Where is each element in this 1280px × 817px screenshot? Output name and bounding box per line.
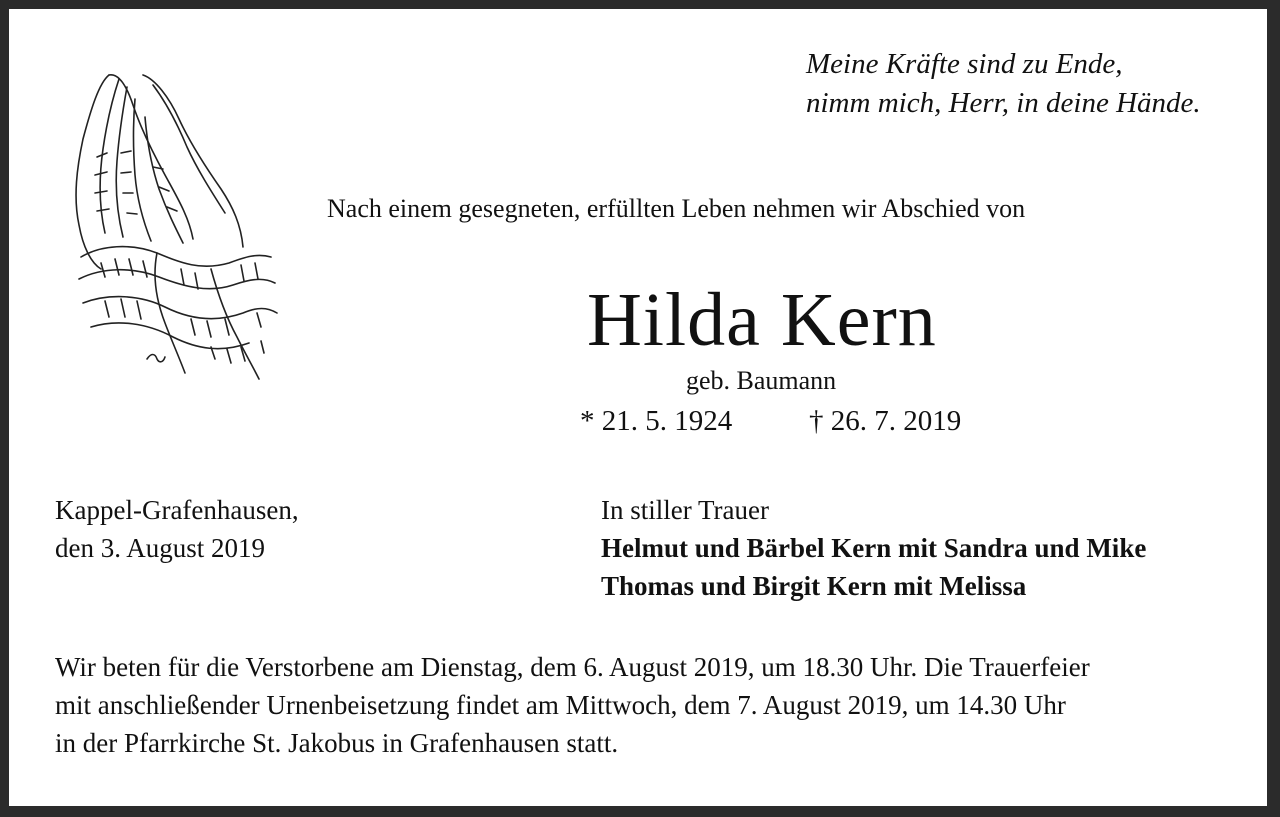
death-date: † 26. 7. 2019 [809,405,962,437]
service-info [55,648,1245,762]
praying-hands-icon [61,57,291,387]
service-line-3: in der Pfarrkirche St. Jakobus in Grafenhausen statt. [55,728,619,758]
place-and-date [55,491,299,567]
motto-verse [806,45,1201,123]
service-line-2: mit anschließender Urnenbeisetzung findet am Mittwoch, dem 7. August 2019, um 14.30 Uhr [55,690,1066,720]
mourners-block [601,491,1146,605]
motto-line-2: nimm mich, Herr, in deine Hände. [806,87,1201,119]
mourners-line-2: Thomas und Birgit Kern mit Melissa [601,571,1027,601]
birth-date: * 21. 5. 1924 [580,405,733,437]
place-line-1: Kappel-Grafenhausen, [55,495,299,525]
motto-line-1: Meine Kräfte sind zu Ende, [806,48,1123,80]
birth-name: geb. Baumann [686,366,837,395]
place-line-2: den 3. August 2019 [55,533,266,563]
service-line-1: Wir beten für die Verstorbene am Dienstag, dem 6. August 2019, um 18.30 Uhr. Die Trauerfeier [55,652,1090,682]
mourners-line-1: Helmut und Bärbel Kern mit Sandra und Mike [601,533,1147,563]
obituary-notice [9,9,1267,806]
mourners-intro: In stiller Trauer [601,495,769,525]
deceased-name: Hilda Kern [587,278,937,362]
intro-text: Nach einem gesegneten, erfüllten Leben nehmen wir Abschied von [327,194,1026,223]
